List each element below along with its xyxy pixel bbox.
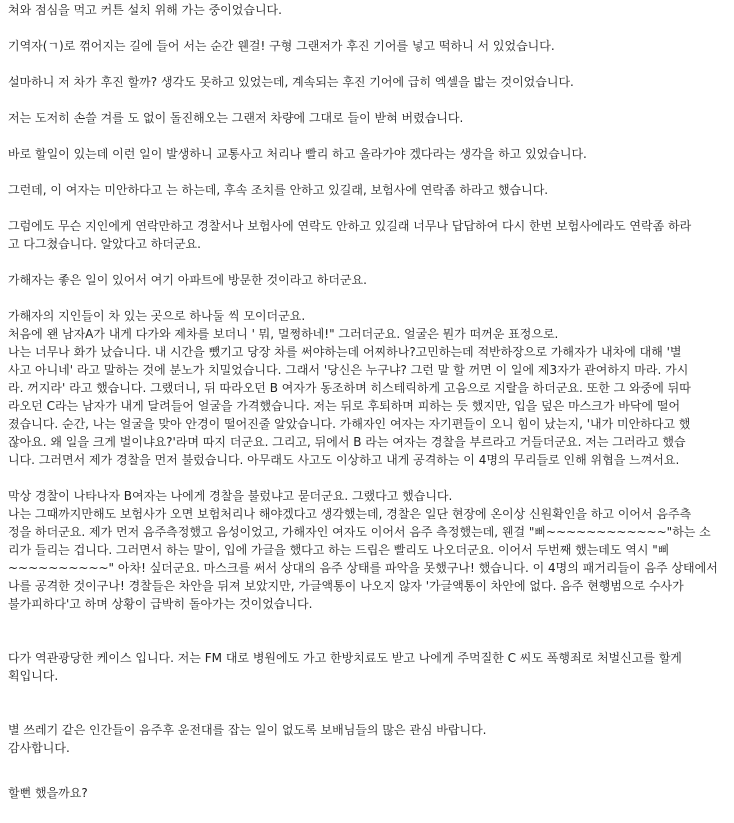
blank-line — [8, 775, 726, 784]
text-line: 고 다그쳤습니다. 알았다고 하더군요. — [8, 237, 201, 251]
blank-line — [8, 469, 726, 487]
text-line: 나는 너무나 화가 났습니다. 내 시간을 뺐기고 당장 차를 써야하는데 어찌하나?고민하는데 적반하장으로 가해자가 내차에 대해 '별 — [8, 345, 682, 359]
text-line: 라오던 C라는 남자가 내게 달려들어 얼굴을 가격했습니다. 저는 뒤로 후퇴하며 피하는 듯 했지만, 입을 덮은 마스크가 바닥에 떨어 — [8, 399, 681, 413]
text-line: 다가 역관광당한 케이스 입니다. 저는 FM 대로 병원에도 가고 한방치료도 받고 나에게 주먹질한 C 씨도 폭행죄로 처벌신고를 할게 — [8, 651, 682, 665]
blank-line — [8, 631, 726, 649]
text-line — [8, 802, 726, 820]
text-line: 가해자의 지인들이 차 있는 곳으로 하나둘 씩 모이더군요. — [8, 309, 306, 323]
text-line: 할뻔 했을까요? — [8, 786, 88, 800]
text-line: 잖아요. 왜 일을 크게 벌이냐요?'라며 따지 더군요. 그리고, 뒤에서 B 라는 여자는 경찰을 부르라고 거들더군요. 저는 그러라고 했습 — [8, 435, 686, 449]
blank-line — [8, 703, 726, 721]
text-line: ~~~~~~~~~~" 아차! 싶더군요. 마스크를 써서 상대의 음주 상태를 파악을 못했구나! 했습니다. 이 4명의 패거리들이 음주 상태에서 — [8, 561, 718, 575]
text-line: 감사합니다. — [8, 741, 70, 755]
blank-line — [8, 163, 726, 181]
text-line: 정을 하더군요. 제가 먼저 음주측정했고 음성이었고, 가해자인 여자도 이어서 음주 측정했는데, 웬걸 "삐~~~~~~~~~~~~"하는 소 — [8, 525, 711, 539]
text-line: 나를 공격한 것이구나! 경찰들은 차안을 뒤져 보았지만, 가글액통이 나오지 않자 '가글액통이 차안에 없다. 음주 현행범으로 수사가 — [8, 579, 684, 593]
text-line: 바로 할일이 있는데 이런 일이 발생하니 교통사고 처리나 빨리 하고 올라가야 겠다라는 생각을 하고 있었습니다. — [8, 147, 587, 161]
text-line: 졌습니다. 순간, 나는 얼굴을 맞아 안경이 떨어진줄 알았습니다. 가해자인 여자는 자기편들이 오니 힘이 났는지, '내가 미안하다고 했 — [8, 417, 691, 431]
blank-line — [8, 91, 726, 109]
text-line: 니다. 그러면서 제가 경찰을 먼저 불렀습니다. 아무래도 사고도 이상하고 내게 공격하는 이 4명의 무리들로 인해 위협을 느껴서요. — [8, 453, 680, 467]
text-line: 가해자는 좋은 일이 있어서 여기 아파트에 방문한 것이라고 하더군요. — [8, 273, 367, 287]
text-line: 나는 그때까지만해도 보험사가 오면 보험처리나 해야겠다고 생각했는데, 경찰은 일단 현장에 온이상 신원확인을 하고 이어서 음주측 — [8, 507, 692, 521]
text-line: 불가피하다'고 하며 상황이 급박히 돌아가는 것이었습니다. — [8, 597, 313, 611]
text-line: 그런데, 이 여자는 미안하다고 는 하는데, 후속 조치를 안하고 있길래, 보험사에 연락좀 하라고 했습니다. — [8, 183, 549, 197]
blank-line — [8, 199, 726, 217]
blank-line — [8, 55, 726, 73]
text-line: 저는 도저히 손쓸 겨를 도 없이 돌진해오는 그랜저 차량에 그대로 들이 받혀 버렸습니다. — [8, 111, 464, 125]
text-line: 별 쓰레기 같은 인간들이 음주후 운전대를 잡는 일이 없도록 보배님들의 많은 관심 바랍니다. — [8, 723, 487, 737]
text-line: 막상 경찰이 나타나자 B여자는 나에게 경찰을 불렀냐고 묻더군요. 그랬다고 했습니다. — [8, 489, 453, 503]
text-line: 쳐와 점심을 먹고 커튼 설치 위해 가는 중이었습니다. — [8, 3, 282, 17]
blank-line — [8, 19, 726, 37]
text-line: 처음에 왠 남자A가 내게 다가와 제차를 보더니 ' 뭐, 멀쩡하네!" 그러더군요. 얼굴은 뭔가 떠꺼운 표정으로. — [8, 327, 559, 341]
text-line: 사고 아니네' 라고 말하는 것에 분노가 치밀었습니다. 그래서 '당신은 누구냐? 그런 말 할 꺼면 이 일에 제3자가 관여하지 마라. 가시 — [8, 363, 689, 377]
text-line: 기역자(ㄱ)로 꺾어지는 길에 들어 서는 순간 웬걸! 구형 그랜저가 후진 기어를 넣고 떡하니 서 있었습니다. — [8, 39, 555, 53]
text-line — [8, 685, 726, 703]
text-line: 획입니다. — [8, 669, 59, 683]
text-line: 리가 들리는 겁니다. 그러면서 하는 말이, 입에 가글을 했다고 하는 드립은 빨리도 나오더군요. 이어서 두번째 했는데도 역시 "삐 — [8, 543, 670, 557]
blank-line — [8, 253, 726, 271]
text-line: 그럼에도 무슨 지인에게 연락만하고 경찰서나 보험사에 연락도 안하고 있길래 너무나 답답하여 다시 한번 보험사에라도 연락좀 하라 — [8, 219, 692, 233]
text-line: 설마하니 저 차가 후진 할까? 생각도 못하고 있었는데, 계속되는 후진 기어에 급히 엑셀을 밟는 것이었습니다. — [8, 75, 574, 89]
text-line — [8, 613, 726, 631]
text-line: 라. 꺼지라' 라고 했습니다. 그랬더니, 뒤 따라오던 B 여자가 동조하며 히스테릭하게 고음으로 지랄을 하더군요. 또한 그 와중에 뒤따 — [8, 381, 691, 395]
blank-line — [8, 127, 726, 145]
text-line — [8, 757, 726, 775]
blank-line — [8, 289, 726, 307]
